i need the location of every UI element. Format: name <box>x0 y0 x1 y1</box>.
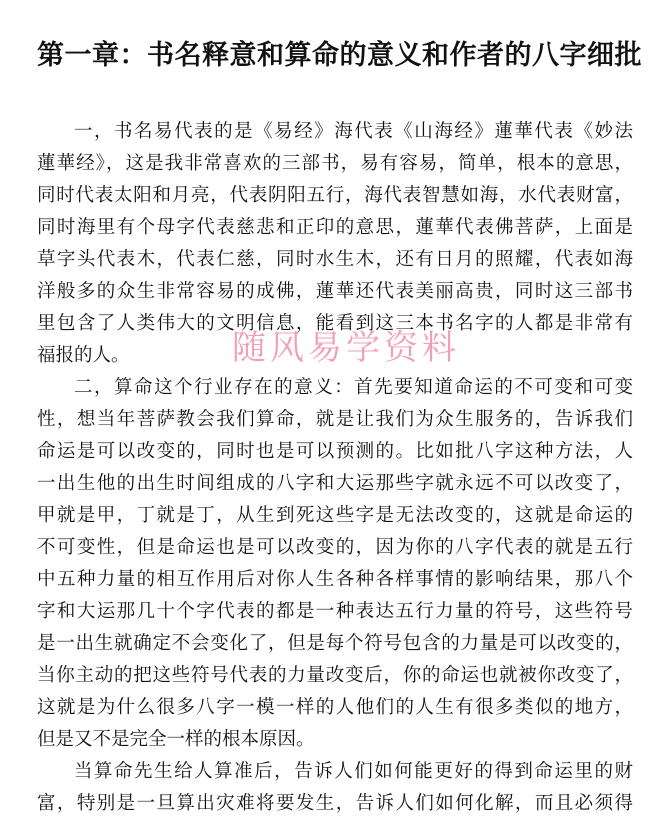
watermark-text: 随风易学资料 <box>232 328 460 368</box>
paragraph-line: 当你主动的把这些符号代表的力量改变后，你的命运也就被你改变了， <box>37 665 633 686</box>
chapter-title: 第一章：书名释意和算命的意义和作者的八字细批 <box>37 40 642 71</box>
paragraph-line: 中五种力量的相互作用后对你人生各种各样事情的影响结果，那八个 <box>37 569 633 590</box>
paragraph-line: 这就是为什么很多八字一模一样的人他们的人生有很多类似的地方， <box>37 697 633 718</box>
paragraph-line: 二，算命这个行业存在的意义：首先要知道命运的不可变和可变 <box>74 377 633 398</box>
paragraph-line: 当算命先生给人算准后，告诉人们如何能更好的得到命运里的财 <box>74 761 633 782</box>
paragraph-line: 福报的人。 <box>37 345 130 366</box>
paragraph-line: 是一出生就确定不会变化了，但是每个符号包含的力量是可以改变的， <box>37 633 633 654</box>
paragraph-line: 同时海里有个母字代表慈悲和正印的意思，蓮華代表佛菩萨，上面是 <box>37 217 633 238</box>
paragraph-line: 一，书名易代表的是《易经》海代表《山海经》蓮華代表《妙法 <box>74 121 633 142</box>
document-body <box>37 116 633 820</box>
paragraph-line: 里包含了人类伟大的文明信息，能看到这三本书名字的人都是非常有 <box>37 313 633 334</box>
paragraph-line: 一出生他的出生时间组成的八字和大运那些字就永远不可以改变了， <box>37 473 633 494</box>
paragraph-line: 富，特别是一旦算出灾难将要发生，告诉人们如何化解，而且必须得 <box>37 793 633 814</box>
paragraph-line: 命运是可以改变的，同时也是可以预测的。比如批八字这种方法，人 <box>37 441 633 462</box>
paragraph-line: 蓮華经》，这是我非常喜欢的三部书，易有容易，简单，根本的意思， <box>37 153 633 174</box>
paragraph-line: 甲就是甲，丁就是丁，从生到死这些字是无法改变的，这就是命运的 <box>37 505 633 526</box>
paragraph-line: 不可变性，但是命运也是可以改变的，因为你的八字代表的就是五行 <box>37 537 633 558</box>
paragraph-line: 洋般多的众生非常容易的成佛，蓮華还代表美丽高贵，同时这三部书 <box>37 281 633 302</box>
paragraph-line: 性，想当年菩萨教会我们算命，就是让我们为众生服务的，告诉我们 <box>37 409 633 430</box>
paragraph-line: 字和大运那几十个字代表的都是一种表达五行力量的符号，这些符号 <box>37 601 633 622</box>
paragraph-line: 同时代表太阳和月亮，代表阴阳五行，海代表智慧如海，水代表财富， <box>37 185 633 206</box>
paragraph-line: 但是又不是完全一样的根本原因。 <box>37 729 315 750</box>
paragraph-line: 草字头代表木，代表仁慈，同时水生木，还有日月的照耀，代表如海 <box>37 249 633 270</box>
